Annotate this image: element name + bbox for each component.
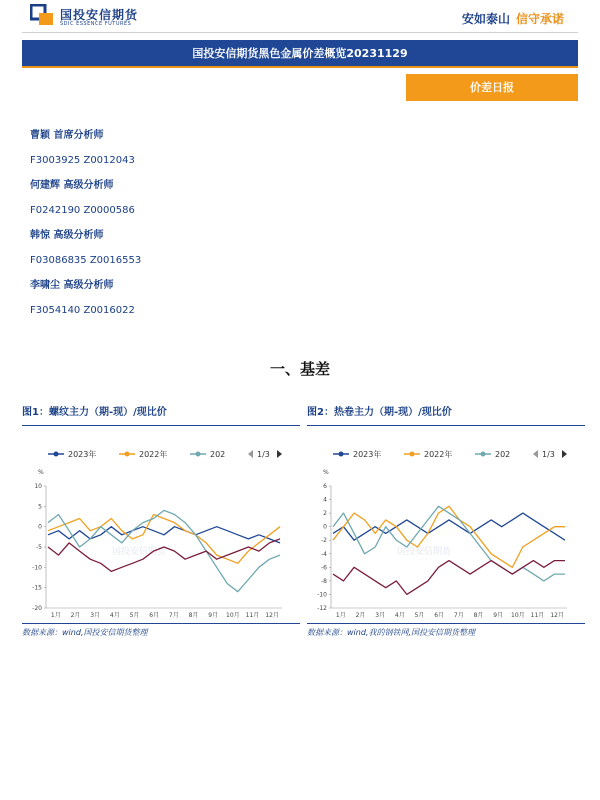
x-tick-label: 12月	[265, 612, 279, 619]
legend-item	[48, 449, 96, 459]
figure-bottom-rule	[307, 623, 585, 624]
y-tick-label: 2	[323, 510, 327, 518]
header-divider	[22, 32, 578, 33]
figure-hrc-basis	[307, 404, 585, 637]
y-tick-label: -2	[321, 537, 327, 545]
y-tick-label: -12	[317, 605, 327, 612]
legend-item	[404, 449, 452, 459]
series-line	[333, 561, 565, 595]
x-tick-label: 4月	[394, 612, 405, 619]
series-line	[48, 527, 280, 543]
legend-marker	[339, 452, 344, 457]
chart-rebar-svg	[22, 426, 300, 622]
x-tick-label: 8月	[473, 612, 484, 619]
y-axis-unit: %	[323, 469, 329, 476]
y-tick-label: -20	[32, 605, 42, 612]
slogan	[462, 10, 564, 27]
figure-label: 图2：热卷主力（期-现）/现比价	[307, 404, 585, 426]
chart-watermark: 国投安信期货	[397, 547, 452, 557]
y-tick-label: 6	[323, 483, 327, 490]
x-tick-label: 6月	[149, 612, 160, 619]
chart-hrc	[307, 426, 585, 624]
section-title: 一、基差	[269, 360, 330, 378]
legend-marker	[125, 452, 130, 457]
page-header	[0, 0, 600, 34]
y-tick-label: 5	[38, 503, 42, 511]
x-tick-label: 8月	[188, 612, 199, 619]
analyst-codes: F3003925 Z0012043	[30, 155, 135, 166]
x-tick-label: 4月	[109, 612, 120, 619]
figure-source: 数据来源：wind,我的钢铁网,国投安信期货整理	[307, 628, 475, 637]
chart-rebar	[22, 426, 300, 624]
analyst-name: 何建辉 高级分析师	[30, 180, 114, 191]
x-tick-label: 2月	[70, 612, 81, 619]
slogan-part1: 安如泰山	[461, 12, 510, 26]
report-title: 国投安信期货黑色金属价差概览20231129	[192, 47, 408, 60]
x-tick-label: 1月	[335, 612, 346, 619]
x-tick-label: 11月	[245, 612, 260, 619]
report-type-tag: 价差日报	[406, 74, 578, 101]
company-logo-icon	[30, 4, 54, 26]
legend-label: 2022年	[139, 450, 168, 459]
figure-label: 图1：螺纹主力（期-现）/现比价	[22, 404, 300, 426]
legend-prev-icon	[248, 450, 253, 458]
y-tick-label: -4	[321, 550, 327, 558]
legend-label: 2023年	[68, 450, 97, 459]
figure-bottom-rule	[22, 623, 300, 624]
analyst-name: 韩惊 高级分析师	[30, 230, 104, 241]
y-axis-unit: %	[38, 469, 44, 476]
y-tick-label: 4	[323, 496, 327, 504]
figure-rebar-basis	[22, 404, 300, 637]
y-tick-label: -10	[317, 591, 327, 599]
y-tick-label: -15	[32, 584, 42, 592]
slogan-part2: 信守承诺	[515, 12, 564, 26]
legend-next-icon	[562, 450, 567, 458]
x-tick-label: 9月	[208, 612, 219, 619]
y-tick-label: 0	[38, 523, 42, 531]
analyst-name: 曹颖 首席分析师	[30, 130, 104, 141]
analyst-codes: F3054140 Z0016022	[30, 305, 135, 316]
analyst-name: 李啸尘 高级分析师	[30, 280, 114, 291]
analyst-codes: F0242190 Z0000586	[30, 205, 135, 216]
x-tick-label: 11月	[530, 612, 545, 619]
x-tick-label: 7月	[168, 612, 179, 619]
y-tick-label: 0	[323, 523, 327, 531]
chart-hrc-svg	[307, 426, 585, 622]
x-tick-label: 9月	[493, 612, 504, 619]
x-tick-label: 10月	[226, 612, 240, 619]
y-tick-label: 10	[34, 483, 42, 490]
chart-watermark: 国投安信期货	[112, 547, 167, 557]
legend-marker	[196, 452, 201, 457]
company-name-en: SDIC ESSENCE FUTURES	[60, 21, 132, 27]
legend-label: 202	[495, 450, 511, 459]
legend-label: 2022年	[424, 450, 453, 459]
analyst-codes: F03086835 Z0016553	[30, 255, 142, 266]
legend-next-icon	[277, 450, 282, 458]
x-tick-label: 1月	[50, 612, 61, 619]
y-tick-label: -6	[321, 564, 327, 572]
legend-marker	[410, 452, 415, 457]
y-tick-label: -8	[321, 577, 327, 585]
x-tick-label: 12月	[550, 612, 564, 619]
x-tick-label: 3月	[90, 612, 101, 619]
x-tick-label: 6月	[434, 612, 445, 619]
legend-item	[119, 449, 167, 459]
x-tick-label: 10月	[511, 612, 525, 619]
company-name: 国投安信期货	[60, 8, 139, 22]
legend-item	[475, 450, 510, 459]
legend-page-indicator: 1/3	[257, 450, 270, 459]
x-tick-label: 5月	[414, 612, 425, 619]
x-tick-label: 3月	[375, 612, 386, 619]
analyst-list	[30, 129, 141, 329]
x-tick-label: 2月	[355, 612, 366, 619]
series-line	[333, 506, 565, 567]
legend-prev-icon	[533, 450, 538, 458]
y-tick-label: -5	[36, 544, 42, 551]
legend-marker	[54, 452, 59, 457]
legend-item	[333, 449, 381, 459]
legend-item	[190, 450, 225, 459]
y-tick-label: -10	[32, 564, 42, 572]
report-title-bar	[22, 40, 578, 68]
legend-page-indicator: 1/3	[542, 450, 555, 459]
legend-label: 202	[210, 450, 226, 459]
legend-marker	[481, 452, 486, 457]
series-line	[333, 513, 565, 540]
x-tick-label: 7月	[453, 612, 464, 619]
legend-label: 2023年	[353, 450, 382, 459]
x-tick-label: 5月	[129, 612, 140, 619]
figure-source: 数据来源：wind,国投安信期货整理	[22, 628, 148, 637]
